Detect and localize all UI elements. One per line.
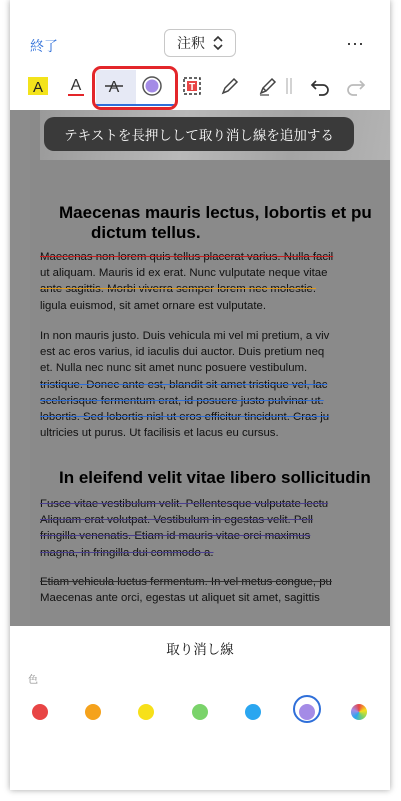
text-line: Etiam vehicula luctus fermentum. In vel metus congue, pu xyxy=(40,576,332,588)
divider-icon xyxy=(285,76,293,96)
multicolor-picker-icon[interactable] xyxy=(351,704,367,720)
paragraph-1 xyxy=(40,249,333,314)
redo-icon xyxy=(345,75,367,97)
text-line: lobortis. Sed lobortis nisl ut eros efficitur tincidunt. Cras ju xyxy=(40,411,330,424)
toolbar-divider xyxy=(284,74,294,98)
text-line: scelerisque fermentum erat, id posuere justo pulvinar ut. xyxy=(40,394,324,407)
heading-1-line-1: Maecenas mauris lectus, lobortis et pu xyxy=(59,203,372,222)
heading-1-line-2: dictum tellus. xyxy=(91,223,201,242)
svg-text:T: T xyxy=(188,82,196,93)
text-line-text: ligula euismod, sit amet ornare est vulputate. xyxy=(40,299,267,312)
svg-text:A: A xyxy=(32,79,44,96)
text-line xyxy=(40,298,333,314)
annotation-toolbar xyxy=(10,64,390,108)
more-button[interactable]: ⋯ xyxy=(346,34,366,54)
color-swatch-purple[interactable] xyxy=(299,704,315,720)
text-line: Aliquam erat volutpat. Vestibulum in egestas velit. Pell xyxy=(40,514,313,527)
color-swatch-blue[interactable] xyxy=(245,704,261,720)
text-line: ante sagittis. Morbi viverra semper lorem nec molestie. xyxy=(40,283,317,296)
strikethrough-settings-panel xyxy=(10,626,390,790)
chevron-updown-icon xyxy=(213,35,223,51)
textbox-tool[interactable] xyxy=(180,74,204,98)
document-view[interactable] xyxy=(10,110,390,626)
pencil-tool[interactable] xyxy=(218,74,242,98)
heading-2: In eleifend velit vitae libero sollicitudin xyxy=(59,468,371,487)
svg-text:A: A xyxy=(108,79,120,96)
text-line: fringilla venenatis. Etiam id mauris vitae orci maximus xyxy=(40,530,311,543)
text-line: In non mauris justo. Duis vehicula mi vel mi pretium, a viv xyxy=(40,330,330,342)
color-label: 色 xyxy=(28,675,38,686)
color-swatch-red[interactable] xyxy=(32,704,48,720)
paragraph-4 xyxy=(40,574,332,606)
text-line: tristique. Donec ante est, blandit sit amet tristique vel, lac xyxy=(40,378,328,391)
top-bar xyxy=(10,0,390,60)
textbox-icon xyxy=(181,75,203,97)
mode-selector[interactable] xyxy=(164,29,236,57)
color-swatch-orange[interactable] xyxy=(85,704,101,720)
text-line: est ac eros varius, id iaculis dui auctor. Duis pretium neq xyxy=(40,346,325,359)
tool-selection-highlight xyxy=(92,66,178,110)
color-swatch-yellow[interactable] xyxy=(138,704,154,720)
panel-title: 取り消し線 xyxy=(166,642,234,657)
redo-button[interactable] xyxy=(344,74,368,98)
pencil-icon xyxy=(219,75,241,97)
eraser-tool[interactable] xyxy=(256,74,280,98)
text-line: Maecenas non lorem quis tellus placerat varius. Nulla facil xyxy=(40,251,334,263)
svg-text:A: A xyxy=(70,77,82,94)
undo-icon xyxy=(309,75,331,97)
paragraph-2 xyxy=(40,328,329,441)
text-line: ut aliquam. Mauris id ex erat. Nunc vulputate neque vitae xyxy=(40,267,328,280)
text-line: magna, in fringilla dui commodo a. xyxy=(40,546,214,559)
text-line: Maecenas ante orci, egestas ut aliquet sit amet, sagittis xyxy=(40,592,320,605)
paragraph-3 xyxy=(40,496,328,561)
mode-label: 注釈 xyxy=(177,35,205,51)
highlight-icon xyxy=(27,75,49,97)
done-button[interactable]: 終了 xyxy=(30,38,58,54)
eraser-icon xyxy=(257,75,279,97)
hint-tooltip: テキストを長押しして取り消し線を追加する xyxy=(44,117,354,151)
text-line: et. Nulla nec nunc sit amet nunc posuere vestibulum. xyxy=(40,362,308,375)
text-color-tool[interactable] xyxy=(64,74,88,98)
color-swatch-green[interactable] xyxy=(192,704,208,720)
text-line: ultricies ut purus. Ut facilisis et lacus eu cursus. xyxy=(40,427,279,440)
phone-screen xyxy=(10,0,390,790)
highlight-tool[interactable] xyxy=(26,74,50,98)
text-line: Fusce vitae vestibulum velit. Pellentesque vulputate lectu xyxy=(40,498,329,510)
undo-button[interactable] xyxy=(308,74,332,98)
text-color-icon xyxy=(65,74,87,98)
